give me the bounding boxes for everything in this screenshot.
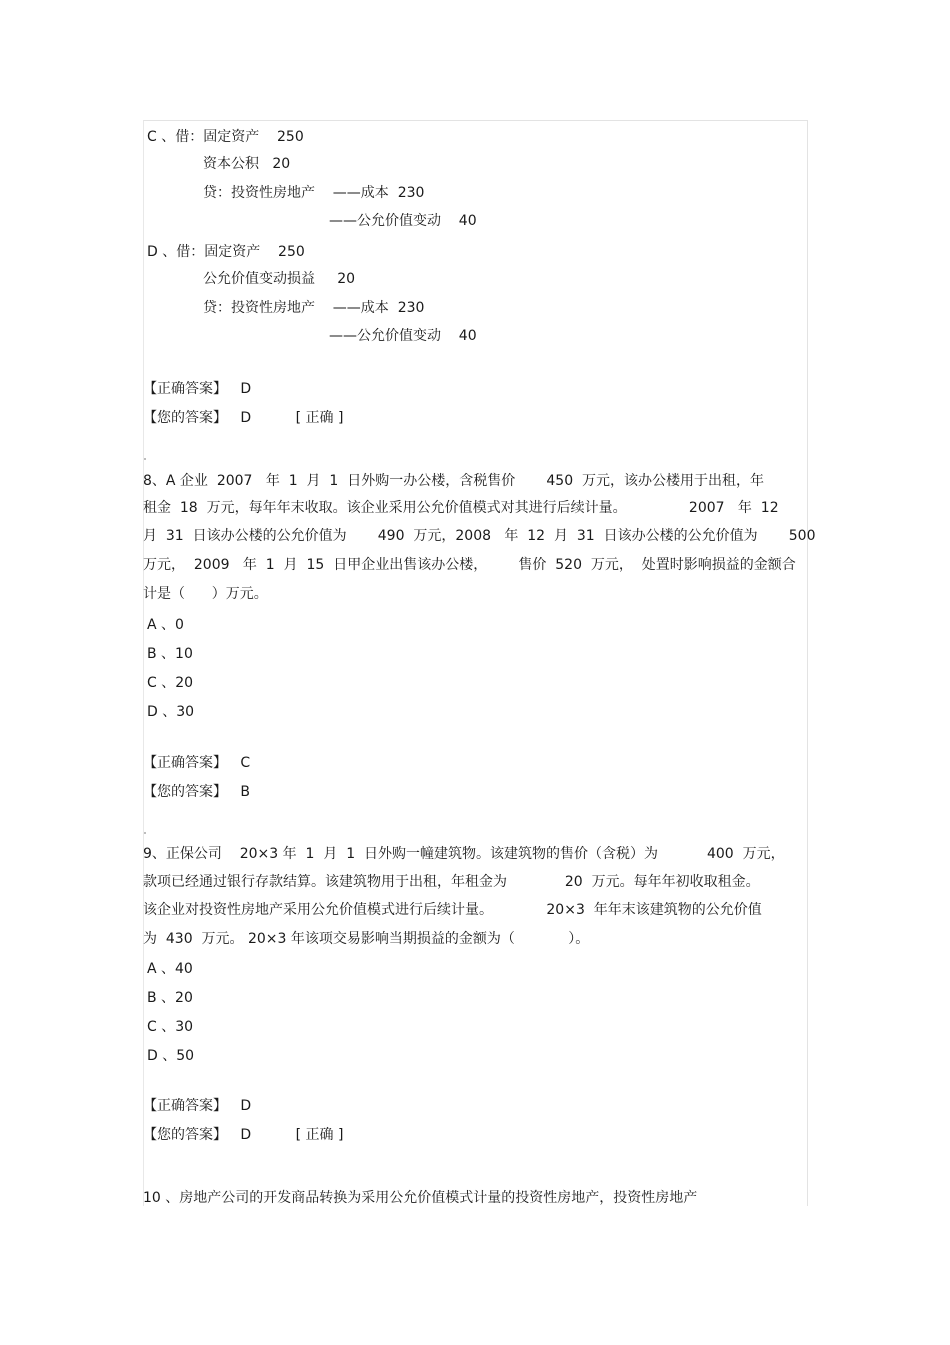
q7-option-c-line3: 贷：投资性房地产 ——成本 230	[203, 185, 425, 201]
q8-question-line: 万元， 2009 年 1 月 15 日甲企业出售该办公楼， 售价 520 万元， 处置时影响损益的金额合	[143, 557, 796, 573]
q8-your-answer: 【您的答案】 B	[143, 784, 250, 800]
q7-option-c-line2: 资本公积 20	[203, 156, 291, 172]
q8-question-line: 月 31 日该办公楼的公允价值为 490 万元，2008 年 12 月 31 日该办公楼的公允价值为 500	[143, 528, 816, 544]
q7-correct-answer: 【正确答案】 D	[143, 381, 252, 397]
q8-question-line: 租金 18 万元，每年年末收取。该企业采用公允价值模式对其进行后续计量。 2007 年 12	[143, 500, 779, 516]
q7-option-d-line4: ——公允价值变动 40	[329, 328, 477, 344]
q8-option-c: C 、20	[147, 675, 194, 691]
q7-option-d-line3: 贷：投资性房地产 ——成本 230	[203, 300, 425, 316]
q7-option-c-line4: ——公允价值变动 40	[329, 213, 477, 229]
q8-question-line: 8、A 企业 2007 年 1 月 1 日外购一办公楼，含税售价 450 万元，该办公楼用于出租，年	[143, 473, 765, 489]
q9-option-d: D 、50	[147, 1048, 195, 1064]
q9-question-line: 款项已经通过银行存款结算。该建筑物用于出租，年租金为 20 万元。每年年初收取租金。	[143, 874, 760, 890]
q9-your-answer: 【您的答案】 D [ 正确 ]	[143, 1127, 344, 1143]
separator-dot	[144, 832, 146, 834]
q9-question-line: 为 430 万元。 20×3 年该项交易影响当期损益的金额为（ ）。	[143, 931, 590, 947]
q8-option-d: D 、30	[147, 704, 195, 720]
q9-question-line: 该企业对投资性房地产采用公允价值模式进行后续计量。 20×3 年年末该建筑物的公允价值	[143, 902, 762, 918]
q9-option-b: B 、20	[147, 990, 193, 1006]
q10-question-line: 10 、房地产公司的开发商品转换为采用公允价值模式计量的投资性房地产，投资性房地产	[143, 1190, 698, 1206]
q8-option-a: A 、0	[147, 617, 184, 633]
q8-question-line: 计是（ ）万元。	[143, 586, 268, 602]
q9-question-line: 9、正保公司 20×3 年 1 月 1 日外购一幢建筑物。该建筑物的售价（含税）为 400 万元，	[143, 846, 785, 862]
q9-option-c: C 、30	[147, 1019, 194, 1035]
q9-correct-answer: 【正确答案】 D	[143, 1098, 252, 1114]
q7-your-answer: 【您的答案】 D [ 正确 ]	[143, 410, 344, 426]
q7-option-c-line1: C 、借：固定资产 250	[147, 129, 304, 145]
q8-correct-answer: 【正确答案】 C	[143, 755, 251, 771]
separator-dot	[144, 458, 146, 460]
q8-option-b: B 、10	[147, 646, 193, 662]
q7-option-d-line1: D 、借：固定资产 250	[147, 244, 305, 260]
q9-option-a: A 、40	[147, 961, 193, 977]
q7-option-d-line2: 公允价值变动损益 20	[203, 271, 356, 287]
